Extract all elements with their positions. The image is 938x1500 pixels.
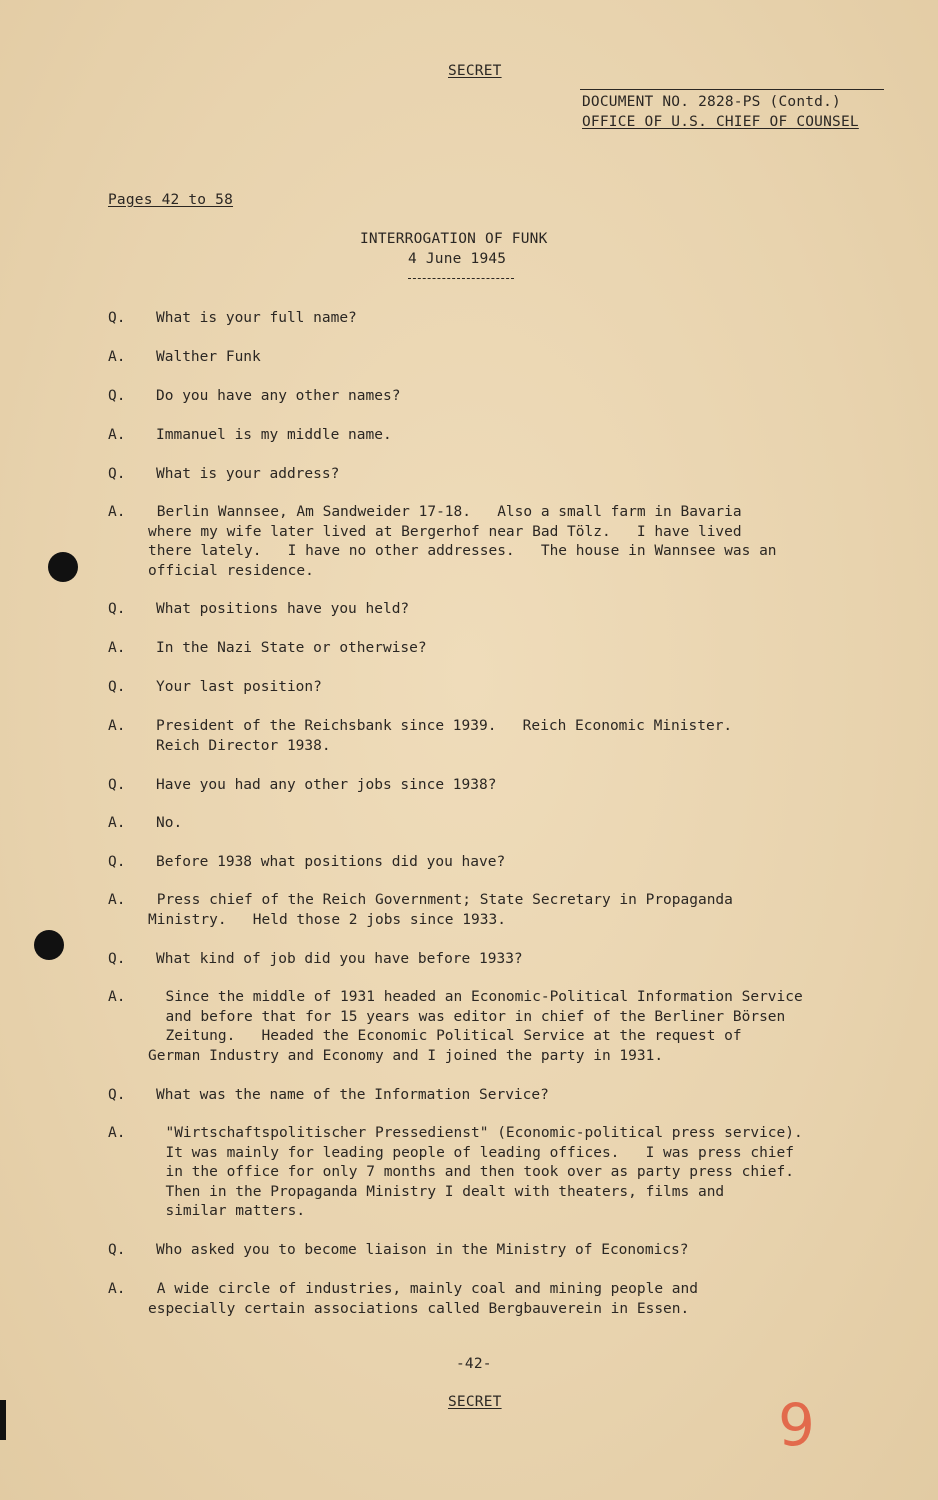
qa-text: Press chief of the Reich Government; State Secretary in Propaganda Ministry. Held those 2 jobs since 1933. [148, 892, 733, 928]
qa-text: Before 1938 what positions did you have? [156, 854, 506, 870]
qa-text: In the Nazi State or otherwise? [156, 640, 427, 656]
speaker-label: Q. [108, 1087, 126, 1103]
handwritten-page-number: 9 [778, 1391, 815, 1459]
qa-text: "Wirtschaftspolitischer Pressedienst" (Economic-political press service). It was mainly for leading people of leading offices. I was press chief in the office for only 7 months and then took over as party press chief. Then in the Propaganda Ministry I dealt with theaters, films and similar matters. [165, 1125, 803, 1219]
binding-mark [0, 1400, 6, 1440]
speaker-label: A. [108, 504, 126, 520]
qa-text: A wide circle of industries, mainly coal and mining people and especially certain associations called Bergbauverein in Essen. [148, 1281, 698, 1317]
page-number: -42- [456, 1356, 492, 1372]
qa-text: President of the Reichsbank since 1939. Reich Economic Minister. Reich Director 1938. [156, 718, 733, 754]
header-rule [580, 89, 884, 90]
pages-reference: Pages 42 to 58 [108, 192, 234, 208]
document-number: DOCUMENT NO. 2828-PS (Contd.) [582, 94, 841, 110]
speaker-label: A. [108, 1281, 126, 1297]
speaker-label: Q. [108, 679, 126, 695]
qa-text: No. [156, 815, 183, 831]
speaker-label: A. [108, 427, 126, 443]
speaker-label: Q. [108, 951, 126, 967]
qa-text: Walther Funk [156, 349, 261, 365]
interrogation-date: 4 June 1945 [408, 251, 507, 267]
speaker-label: Q. [108, 777, 126, 793]
punch-hole-icon [48, 552, 78, 582]
qa-text: What kind of job did you have before 1933? [156, 951, 523, 967]
speaker-label: A. [108, 349, 126, 365]
qa-text: What was the name of the Information Service? [156, 1087, 549, 1103]
qa-text: Who asked you to become liaison in the Ministry of Economics? [156, 1242, 689, 1258]
speaker-label: A. [108, 892, 126, 908]
qa-text: What is your address? [156, 466, 340, 482]
speaker-label: Q. [108, 1242, 126, 1258]
punch-hole-icon [34, 930, 64, 960]
title-divider [408, 278, 514, 279]
qa-text: What is your full name? [156, 310, 357, 326]
speaker-label: Q. [108, 854, 126, 870]
speaker-label: A. [108, 815, 126, 831]
speaker-label: A. [108, 718, 126, 734]
speaker-label: Q. [108, 388, 126, 404]
qa-text: What positions have you held? [156, 601, 410, 617]
qa-text: Do you have any other names? [156, 388, 401, 404]
interrogation-title: INTERROGATION OF FUNK [360, 231, 548, 247]
classification-bottom: SECRET [448, 1394, 502, 1410]
speaker-label: A. [108, 640, 126, 656]
qa-text: Immanuel is my middle name. [156, 427, 392, 443]
speaker-label: Q. [108, 466, 126, 482]
office-line: OFFICE OF U.S. CHIEF OF COUNSEL [582, 114, 859, 130]
qa-text: Since the middle of 1931 headed an Economic-Political Information Service and before that for 15 years was editor in chief of the Berliner Börsen Zeitung. Headed the Economic Political Service at the request of German Industry and Economy and I joined the party in 1931. [148, 989, 803, 1064]
classification-top: SECRET [448, 63, 502, 79]
qa-text: Have you had any other jobs since 1938? [156, 777, 497, 793]
speaker-label: A. [108, 1125, 126, 1141]
speaker-label: Q. [108, 601, 126, 617]
qa-text: Your last position? [156, 679, 322, 695]
speaker-label: A. [108, 989, 126, 1005]
speaker-label: Q. [108, 310, 126, 326]
qa-text: Berlin Wannsee, Am Sandweider 17-18. Also a small farm in Bavaria where my wife later lived at Bergerhof near Bad Tölz. I have lived there lately. I have no other addresses. The house in Wannsee was an official residence. [148, 504, 777, 579]
